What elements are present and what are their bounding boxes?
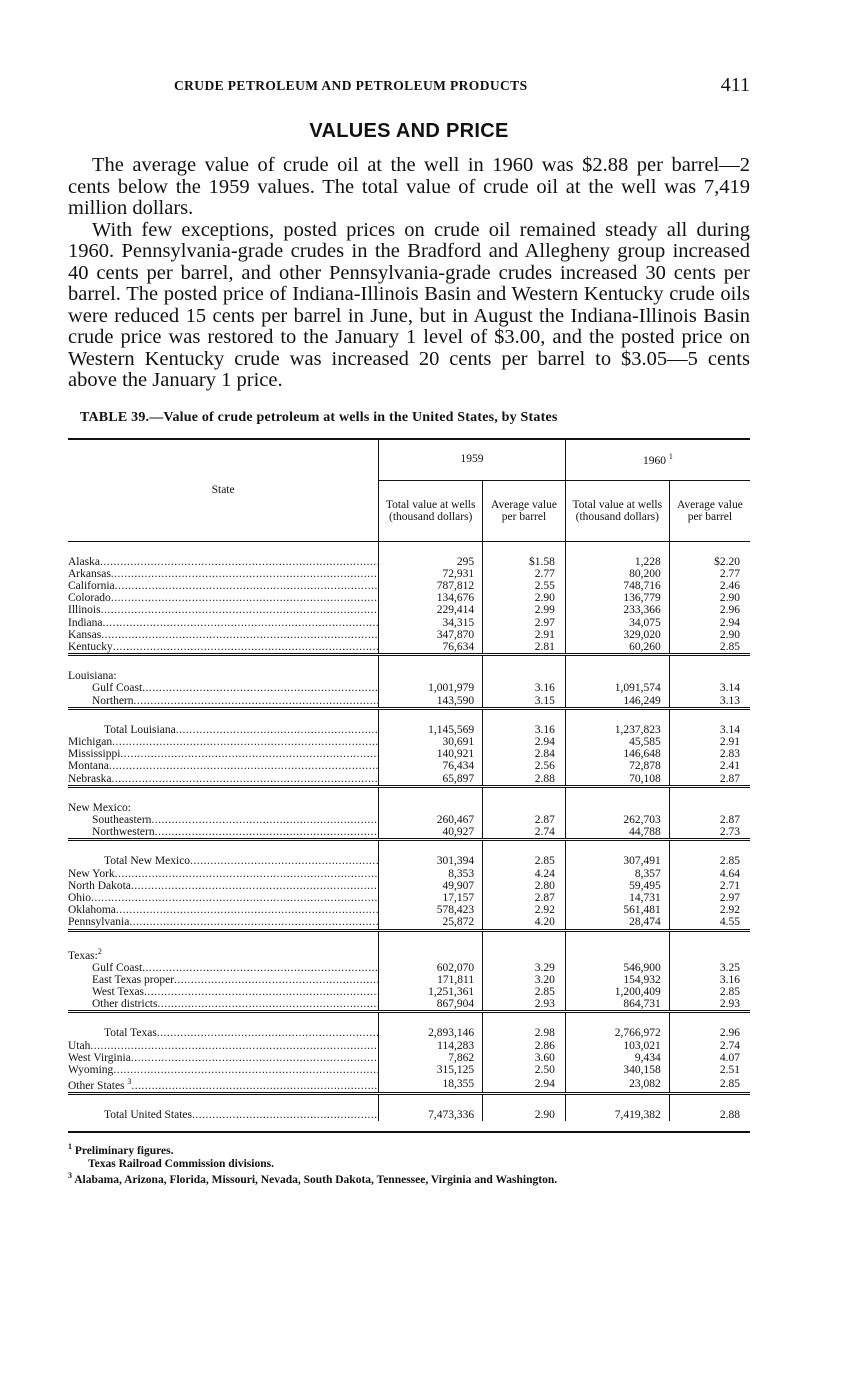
value-1960: 1,237,823: [565, 708, 669, 736]
value-1960: 7,419,382: [565, 1094, 669, 1122]
value-1959: 301,394: [379, 840, 483, 868]
value-1960: 1,200,409: [565, 986, 669, 998]
avg-1959: 3.16: [483, 682, 566, 694]
footnote-ref: 1: [668, 452, 673, 462]
avg-1959: 2.93: [483, 998, 566, 1012]
footnote-ref: 3: [127, 1077, 132, 1087]
state-name: Pennsylvania .....: [68, 916, 379, 930]
value-1960: 44,788: [565, 826, 669, 840]
value-1959: 8,353: [379, 868, 483, 880]
value-1960: 329,020: [565, 629, 669, 641]
value-1960: 60,260: [565, 641, 669, 655]
total-value-header: Total value at wells (thousand dollars): [565, 480, 669, 541]
state-name: Other districts .....: [68, 998, 379, 1012]
value-1960: 9,434: [565, 1052, 669, 1064]
value-1959: 602,070: [379, 962, 483, 974]
avg-1959: 2.55: [483, 580, 566, 592]
state-name: Gulf Coast .....: [68, 962, 379, 974]
group-label: Texas:$^2$: [68, 930, 379, 962]
page-number: 411: [720, 74, 750, 96]
value-1959: 18,355: [379, 1076, 483, 1094]
state-name: Total New Mexico .....: [68, 840, 379, 868]
value-1959: 65,897: [379, 773, 483, 787]
state-name: Total United States .....: [68, 1094, 379, 1122]
state-name: Total Louisiana .....: [68, 708, 379, 736]
avg-1960: 3.14: [719, 682, 740, 695]
value-1959: 143,590: [379, 695, 483, 709]
table-row: [68, 568, 750, 580]
value-1959: 34,315: [379, 617, 483, 629]
avg-value-header: Average value per barrel: [483, 480, 566, 541]
table-row: [68, 1064, 750, 1076]
state-name: Kansas .....: [68, 629, 379, 641]
avg-1959: 3.60: [483, 1052, 566, 1064]
avg-1959: 2.50: [483, 1064, 566, 1076]
avg-1959: 2.81: [483, 641, 566, 655]
table-row: [68, 880, 750, 892]
table-row: [68, 1076, 750, 1094]
value-1959: 114,283: [379, 1040, 483, 1052]
value-1959: 1,145,569: [379, 708, 483, 736]
value-1960: 340,158: [565, 1064, 669, 1076]
group-label-row: [68, 786, 750, 814]
value-1959: 578,423: [379, 904, 483, 916]
group-label: New Mexico:: [68, 786, 379, 814]
paragraph: The average value of crude oil at the well in 1960 was $2.88 per barrel—2 cents below the 1959 values. The total value of crude oil at the well was 7,419 million dollars.: [68, 154, 750, 219]
value-1959: 1,001,979: [379, 682, 483, 694]
table-row: [68, 592, 750, 604]
value-1959: 2,893,146: [379, 1012, 483, 1040]
avg-1959: 2.90: [483, 1094, 566, 1122]
avg-1960: 2.41: [719, 760, 740, 773]
value-1960: 2,766,972: [565, 1012, 669, 1040]
avg-1960: 2.90: [719, 592, 740, 605]
avg-1960: 2.87: [719, 772, 740, 785]
avg-1960: 2.73: [719, 826, 740, 839]
avg-1960: 2.96: [669, 1012, 750, 1040]
table-row: [68, 892, 750, 904]
state-name: West Texas .....: [68, 986, 379, 998]
state-name: Indiana .....: [68, 617, 379, 629]
state-name: Kentucky .....: [68, 641, 379, 655]
avg-1959: 3.20: [483, 974, 566, 986]
avg-1959: 2.91: [483, 629, 566, 641]
table-row: [68, 708, 750, 736]
value-1959: 315,125: [379, 1064, 483, 1076]
value-1959: 134,676: [379, 592, 483, 604]
table-row: [68, 748, 750, 760]
value-1960: 1,228: [565, 541, 669, 568]
value-1959: 260,467: [379, 814, 483, 826]
avg-1959: 2.87: [483, 814, 566, 826]
avg-1960: 2.85: [669, 840, 750, 868]
value-1959: 867,904: [379, 998, 483, 1012]
value-1960: 23,082: [565, 1076, 669, 1094]
value-1959: 295: [379, 541, 483, 568]
group-label-row: [68, 930, 750, 962]
value-1960: 1,091,574: [565, 682, 669, 694]
group-label: Louisiana:: [68, 655, 379, 683]
year-1959-header: 1959: [379, 440, 566, 481]
table-row: [68, 695, 750, 709]
value-1959: 7,473,336: [379, 1094, 483, 1122]
avg-1960: 2.51: [719, 1064, 740, 1077]
state-name: East Texas proper .....: [68, 974, 379, 986]
value-1959: 76,634: [379, 641, 483, 655]
value-1960: 45,585: [565, 736, 669, 748]
table-row: [68, 1040, 750, 1052]
avg-1960: 2.83: [719, 748, 740, 761]
value-1960: 34,075: [565, 617, 669, 629]
running-header: [68, 70, 750, 102]
avg-1959: $1.58: [483, 541, 566, 568]
value-1960: 136,779: [565, 592, 669, 604]
table-row: [68, 1052, 750, 1064]
table-row: [68, 682, 750, 694]
paragraph: With few exceptions, posted prices on crude oil remained steady all during 1960. Pennsylvania-grade crudes in the Bradford and Allegheny group increased 40 cents per barrel, and other Pennsylvania-grade crudes increased 30 cents per barrel. The posted price of Indiana-Illinois Basin and Western Kentucky crude oils were reduced 15 cents per barrel in June, but in August the Indiana-Illinois Basin crude price was restored to the January 1 level of $3.00, and the posted price on Western Kentucky crude was increased 20 cents per barrel to $3.05—5 cents above the January 1 price.: [68, 218, 750, 391]
value-1960: 28,474: [565, 916, 669, 930]
state-name: Southeastern .....: [68, 814, 379, 826]
avg-1960: 2.71: [719, 879, 740, 892]
value-1960: 748,716: [565, 580, 669, 592]
avg-1960: 2.92: [719, 904, 740, 917]
table-row: [68, 904, 750, 916]
avg-1960: 2.94: [719, 616, 740, 629]
table-row: [68, 629, 750, 641]
value-1960: 262,703: [565, 814, 669, 826]
avg-1959: 2.80: [483, 880, 566, 892]
state-column-header: State: [68, 440, 379, 541]
avg-1960: 3.14: [669, 708, 750, 736]
state-name: North Dakota .....: [68, 880, 379, 892]
value-1960: 154,932: [565, 974, 669, 986]
table-row: [68, 986, 750, 998]
table-row: [68, 641, 750, 655]
value-1960: 14,731: [565, 892, 669, 904]
avg-1959: 2.87: [483, 892, 566, 904]
state-name: Other States $^3$ .....: [68, 1076, 379, 1094]
table-body: [68, 541, 750, 1121]
value-1960: 8,357: [565, 868, 669, 880]
avg-1960: 3.13: [719, 694, 740, 707]
value-1960: 561,481: [565, 904, 669, 916]
value-1960: 146,648: [565, 748, 669, 760]
value-1959: 25,872: [379, 916, 483, 930]
avg-1960: 2.88: [669, 1094, 750, 1122]
avg-1960: 2.97: [719, 891, 740, 904]
value-1959: 787,812: [379, 580, 483, 592]
value-1960: 103,021: [565, 1040, 669, 1052]
value-1959: 72,931: [379, 568, 483, 580]
table-row: [68, 974, 750, 986]
avg-1959: 2.97: [483, 617, 566, 629]
state-name: New York .....: [68, 868, 379, 880]
table-row: [68, 916, 750, 930]
footnotes: [68, 1141, 750, 1186]
avg-1960: 4.64: [719, 867, 740, 880]
table-row: [68, 736, 750, 748]
value-1959: 30,691: [379, 736, 483, 748]
table-row: [68, 604, 750, 616]
value-1959: 1,251,361: [379, 986, 483, 998]
avg-1960: 4.07: [719, 1051, 740, 1064]
avg-1960: 2.91: [719, 735, 740, 748]
avg-1959: 3.15: [483, 695, 566, 709]
state-name: Northern .....: [68, 695, 379, 709]
table-bottom-rule: [68, 1131, 750, 1133]
value-1959: 40,927: [379, 826, 483, 840]
state-name: Michigan .....: [68, 736, 379, 748]
value-1960: 546,900: [565, 962, 669, 974]
value-1959: 171,811: [379, 974, 483, 986]
table-row: [68, 826, 750, 840]
avg-1960: 2.90: [719, 628, 740, 641]
avg-1959: 3.29: [483, 962, 566, 974]
state-name: Alaska .....: [68, 541, 379, 568]
group-label-row: [68, 655, 750, 683]
value-1959: 347,870: [379, 629, 483, 641]
value-1959: 49,907: [379, 880, 483, 892]
year-1960-header: 1960 $^1$: [565, 440, 750, 481]
value-1960: 70,108: [565, 773, 669, 787]
avg-1960: 4.55: [719, 916, 740, 929]
avg-1959: 2.86: [483, 1040, 566, 1052]
table-row: [68, 814, 750, 826]
table-row: [68, 541, 750, 568]
footnote-ref: 2: [97, 946, 102, 956]
avg-1960: 2.77: [719, 567, 740, 580]
avg-1960: $2.20: [714, 555, 740, 568]
state-name: Total Texas .....: [68, 1012, 379, 1040]
value-1959: 7,862: [379, 1052, 483, 1064]
table-caption: TABLE 39.—Value of crude petroleum at wells in the United States, by States: [80, 409, 558, 425]
table-row: [68, 617, 750, 629]
footnote: Texas Railroad Commission divisions.: [88, 1157, 274, 1170]
state-name: Mississippi .....: [68, 748, 379, 760]
table-row: [68, 1012, 750, 1040]
avg-1959: 2.77: [483, 568, 566, 580]
value-1959: 17,157: [379, 892, 483, 904]
value-1960: 80,200: [565, 568, 669, 580]
state-name: California .....: [68, 580, 379, 592]
avg-1959: 2.84: [483, 748, 566, 760]
avg-1960: 2.85: [719, 640, 740, 653]
avg-1959: 2.85: [483, 840, 566, 868]
table-row: [68, 998, 750, 1012]
avg-1959: 2.56: [483, 760, 566, 772]
table-row: [68, 868, 750, 880]
value-1959: 76,434: [379, 760, 483, 772]
avg-1959: 3.16: [483, 708, 566, 736]
value-1960: 307,491: [565, 840, 669, 868]
state-name: Oklahoma .....: [68, 904, 379, 916]
table-row: [68, 1094, 750, 1122]
value-1959: 140,921: [379, 748, 483, 760]
state-name: Utah .....: [68, 1040, 379, 1052]
avg-1960: 2.46: [719, 579, 740, 592]
avg-1959: 4.20: [483, 916, 566, 930]
value-1960: 864,731: [565, 998, 669, 1012]
value-table: [68, 440, 750, 1122]
state-name: Nebraska .....: [68, 773, 379, 787]
avg-1960: 2.87: [719, 813, 740, 826]
state-name: Montana .....: [68, 760, 379, 772]
state-name: Colorado .....: [68, 592, 379, 604]
avg-1959: 4.24: [483, 868, 566, 880]
footnote: $^3$ Alabama, Arizona, Florida, Missouri, Nevada, South Dakota, Tennessee, Virginia and Washington.: [68, 1171, 558, 1187]
value-1960: 146,249: [565, 695, 669, 709]
avg-value-header: Average value per barrel: [676, 498, 743, 523]
table-row: [68, 580, 750, 592]
section-title: VALUES AND PRICE: [309, 120, 509, 142]
avg-1959: 2.92: [483, 904, 566, 916]
avg-1960: 2.96: [719, 604, 740, 617]
avg-1959: 2.94: [483, 1076, 566, 1094]
table-row: [68, 773, 750, 787]
avg-1959: 2.74: [483, 826, 566, 840]
avg-1959: 2.99: [483, 604, 566, 616]
value-1960: 72,878: [565, 760, 669, 772]
state-name: Wyoming .....: [68, 1064, 379, 1076]
value-1960: 59,495: [565, 880, 669, 892]
avg-1960: 2.74: [719, 1039, 740, 1052]
avg-1960: 2.93: [719, 998, 740, 1011]
avg-1959: 2.90: [483, 592, 566, 604]
avg-1959: 2.98: [483, 1012, 566, 1040]
avg-1960: 3.16: [719, 973, 740, 986]
avg-1959: 2.85: [483, 986, 566, 998]
state-name: Gulf Coast .....: [68, 682, 379, 694]
value-1959: 229,414: [379, 604, 483, 616]
avg-1960: 2.85: [719, 1078, 740, 1091]
state-name: Illinois .....: [68, 604, 379, 616]
table-row: [68, 962, 750, 974]
state-name: Northwestern .....: [68, 826, 379, 840]
state-name: Arkansas .....: [68, 568, 379, 580]
avg-1960: 2.85: [719, 986, 740, 999]
table-row: [68, 760, 750, 772]
state-name: Ohio .....: [68, 892, 379, 904]
avg-1959: 2.94: [483, 736, 566, 748]
table-row: [68, 840, 750, 868]
avg-1960: 3.25: [719, 961, 740, 974]
running-title: CRUDE PETROLEUM AND PETROLEUM PRODUCTS: [174, 78, 528, 93]
footnote: $^1$ Preliminary figures.: [68, 1142, 174, 1158]
document-page: [68, 70, 750, 1187]
avg-1959: 2.88: [483, 773, 566, 787]
value-1960: 233,366: [565, 604, 669, 616]
state-name: West Virginia .....: [68, 1052, 379, 1064]
total-value-header: Total value at wells (thousand dollars): [379, 480, 483, 541]
